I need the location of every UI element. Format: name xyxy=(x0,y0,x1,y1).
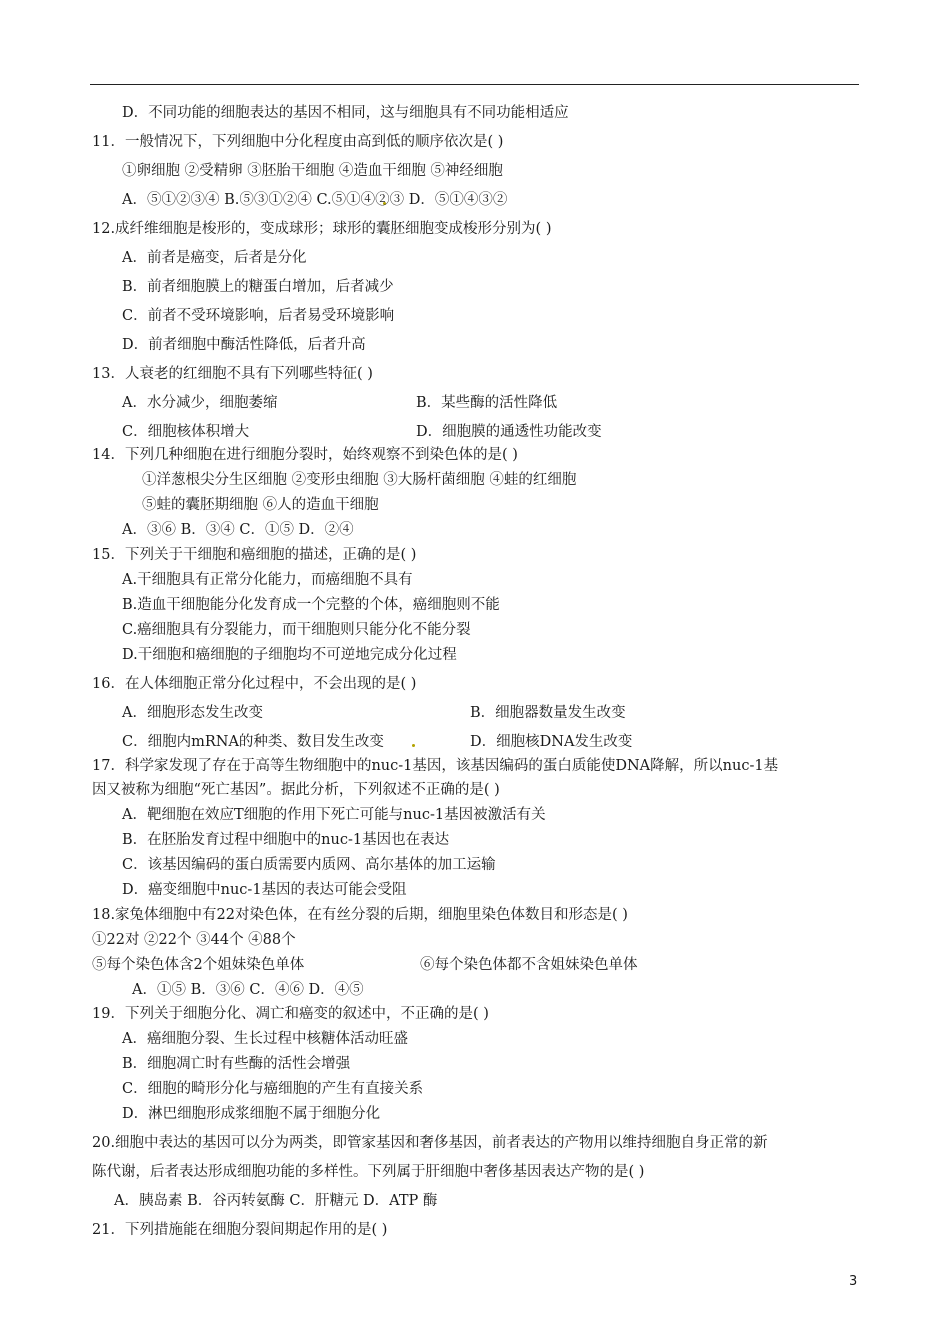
scan-dot xyxy=(412,744,415,747)
text-line: A．癌细胞分裂、生长过程中核糖体活动旺盛 xyxy=(122,1031,408,1047)
text-line: A.干细胞具有正常分化能力，而癌细胞不具有 xyxy=(122,572,413,588)
text-line: B．某些酶的活性降低 xyxy=(416,395,558,411)
text-line: C．细胞的畸形分化与癌细胞的产生有直接关系 xyxy=(122,1081,424,1097)
text-line: B．细胞凋亡时有些酶的活性会增强 xyxy=(122,1056,351,1072)
text-line: 因又被称为细胞“死亡基因”。据此分析，下列叙述不正确的是( ) xyxy=(92,782,500,798)
text-line: ①22对 ②22个 ③44个 ④88个 xyxy=(92,932,296,948)
text-line: D．细胞膜的通透性功能改变 xyxy=(416,424,602,440)
text-line: B．细胞器数量发生改变 xyxy=(470,705,626,721)
text-line: B.造血干细胞能分化发育成一个完整的个体，癌细胞则不能 xyxy=(122,597,500,613)
page-number: 3 xyxy=(849,1274,858,1289)
text-line: D．前者细胞中酶活性降低，后者升高 xyxy=(122,337,366,353)
text-line: A．水分减少，细胞萎缩 xyxy=(122,395,278,411)
text-line: 16．在人体细胞正常分化过程中，不会出现的是( ) xyxy=(92,676,417,692)
text-line: 21．下列措施能在细胞分裂间期起作用的是( ) xyxy=(92,1222,388,1238)
text-line: 19．下列关于细胞分化、凋亡和癌变的叙述中，不正确的是( ) xyxy=(92,1006,489,1022)
text-line: ⑥每个染色体都不含姐妹染色单体 xyxy=(420,957,638,973)
text-line: 12.成纤维细胞是梭形的，变成球形；球形的囊胚细胞变成梭形分别为( ) xyxy=(92,221,552,237)
text-line: A．①⑤ B．③⑥ C．④⑥ D．④⑤ xyxy=(132,982,364,998)
text-line: 陈代谢，后者表达形成细胞功能的多样性。下列属于肝细胞中奢侈基因表达产物的是( ) xyxy=(92,1164,645,1180)
text-line: 11．一般情况下，下列细胞中分化程度由高到低的顺序依次是( ) xyxy=(92,134,504,150)
text-line: ①卵细胞 ②受精卵 ③胚胎干细胞 ④造血干细胞 ⑤神经细胞 xyxy=(122,163,503,179)
header-rule xyxy=(90,84,859,85)
text-line: A．胰岛素 B．谷丙转氨酶 C．肝糖元 D．ATP 酶 xyxy=(114,1193,438,1209)
text-line: A．前者是癌变，后者是分化 xyxy=(122,250,307,266)
text-line: C.癌细胞具有分裂能力，而干细胞则只能分化不能分裂 xyxy=(122,622,471,638)
text-line: C．该基因编码的蛋白质需要内质网、高尔基体的加工运输 xyxy=(122,857,496,873)
text-line: D．细胞核DNA发生改变 xyxy=(470,734,633,750)
text-line: ⑤蛙的囊胚期细胞 ⑥人的造血干细胞 xyxy=(142,497,379,513)
text-line: A．⑤①②③④ B.⑤③①②④ C.⑤①④②③ D．⑤①④③② xyxy=(122,192,508,208)
text-line: 20.细胞中表达的基因可以分为两类，即管家基因和奢侈基因，前者表达的产物用以维持细胞自身正常的新 xyxy=(92,1135,768,1151)
text-line: D．癌变细胞中nuc-1基因的表达可能会受阻 xyxy=(122,882,407,898)
text-line: ①洋葱根尖分生区细胞 ②变形虫细胞 ③大肠杆菌细胞 ④蛙的红细胞 xyxy=(142,472,577,488)
text-line: D．不同功能的细胞表达的基因不相同，这与细胞具有不同功能相适应 xyxy=(122,105,569,121)
text-line: 13．人衰老的红细胞不具有下列哪些特征( ) xyxy=(92,366,373,382)
text-line: A．③⑥ B．③④ C．①⑤ D．②④ xyxy=(122,522,354,538)
text-line: D.干细胞和癌细胞的子细胞均不可逆地完成分化过程 xyxy=(122,647,457,663)
text-line: C．前者不受环境影响，后者易受环境影响 xyxy=(122,308,395,324)
text-line: B．前者细胞膜上的糖蛋白增加，后者减少 xyxy=(122,279,394,295)
text-line: C．细胞核体积增大 xyxy=(122,424,250,440)
text-line: A．靶细胞在效应T细胞的作用下死亡可能与nuc-1基因被激活有关 xyxy=(122,807,546,823)
text-line: 18.家兔体细胞中有22对染色体，在有丝分裂的后期，细胞里染色体数目和形态是( ) xyxy=(92,907,628,923)
text-line: D．淋巴细胞形成浆细胞不属于细胞分化 xyxy=(122,1106,381,1122)
text-line: ⑤每个染色体含2个姐妹染色单体 xyxy=(92,957,305,973)
text-line: 17．科学家发现了存在于高等生物细胞中的nuc-1基因，该基因编码的蛋白质能使DNA降解，所以nuc-1基 xyxy=(92,758,779,774)
text-line: 14．下列几种细胞在进行细胞分裂时，始终观察不到染色体的是( ) xyxy=(92,447,518,463)
text-line: A．细胞形态发生改变 xyxy=(122,705,263,721)
text-line: C．细胞内mRNA的种类、数目发生改变 xyxy=(122,734,384,750)
text-line: B．在胚胎发育过程中细胞中的nuc-1基因也在表达 xyxy=(122,832,450,848)
text-line: 15．下列关于干细胞和癌细胞的描述，正确的是( ) xyxy=(92,547,417,563)
